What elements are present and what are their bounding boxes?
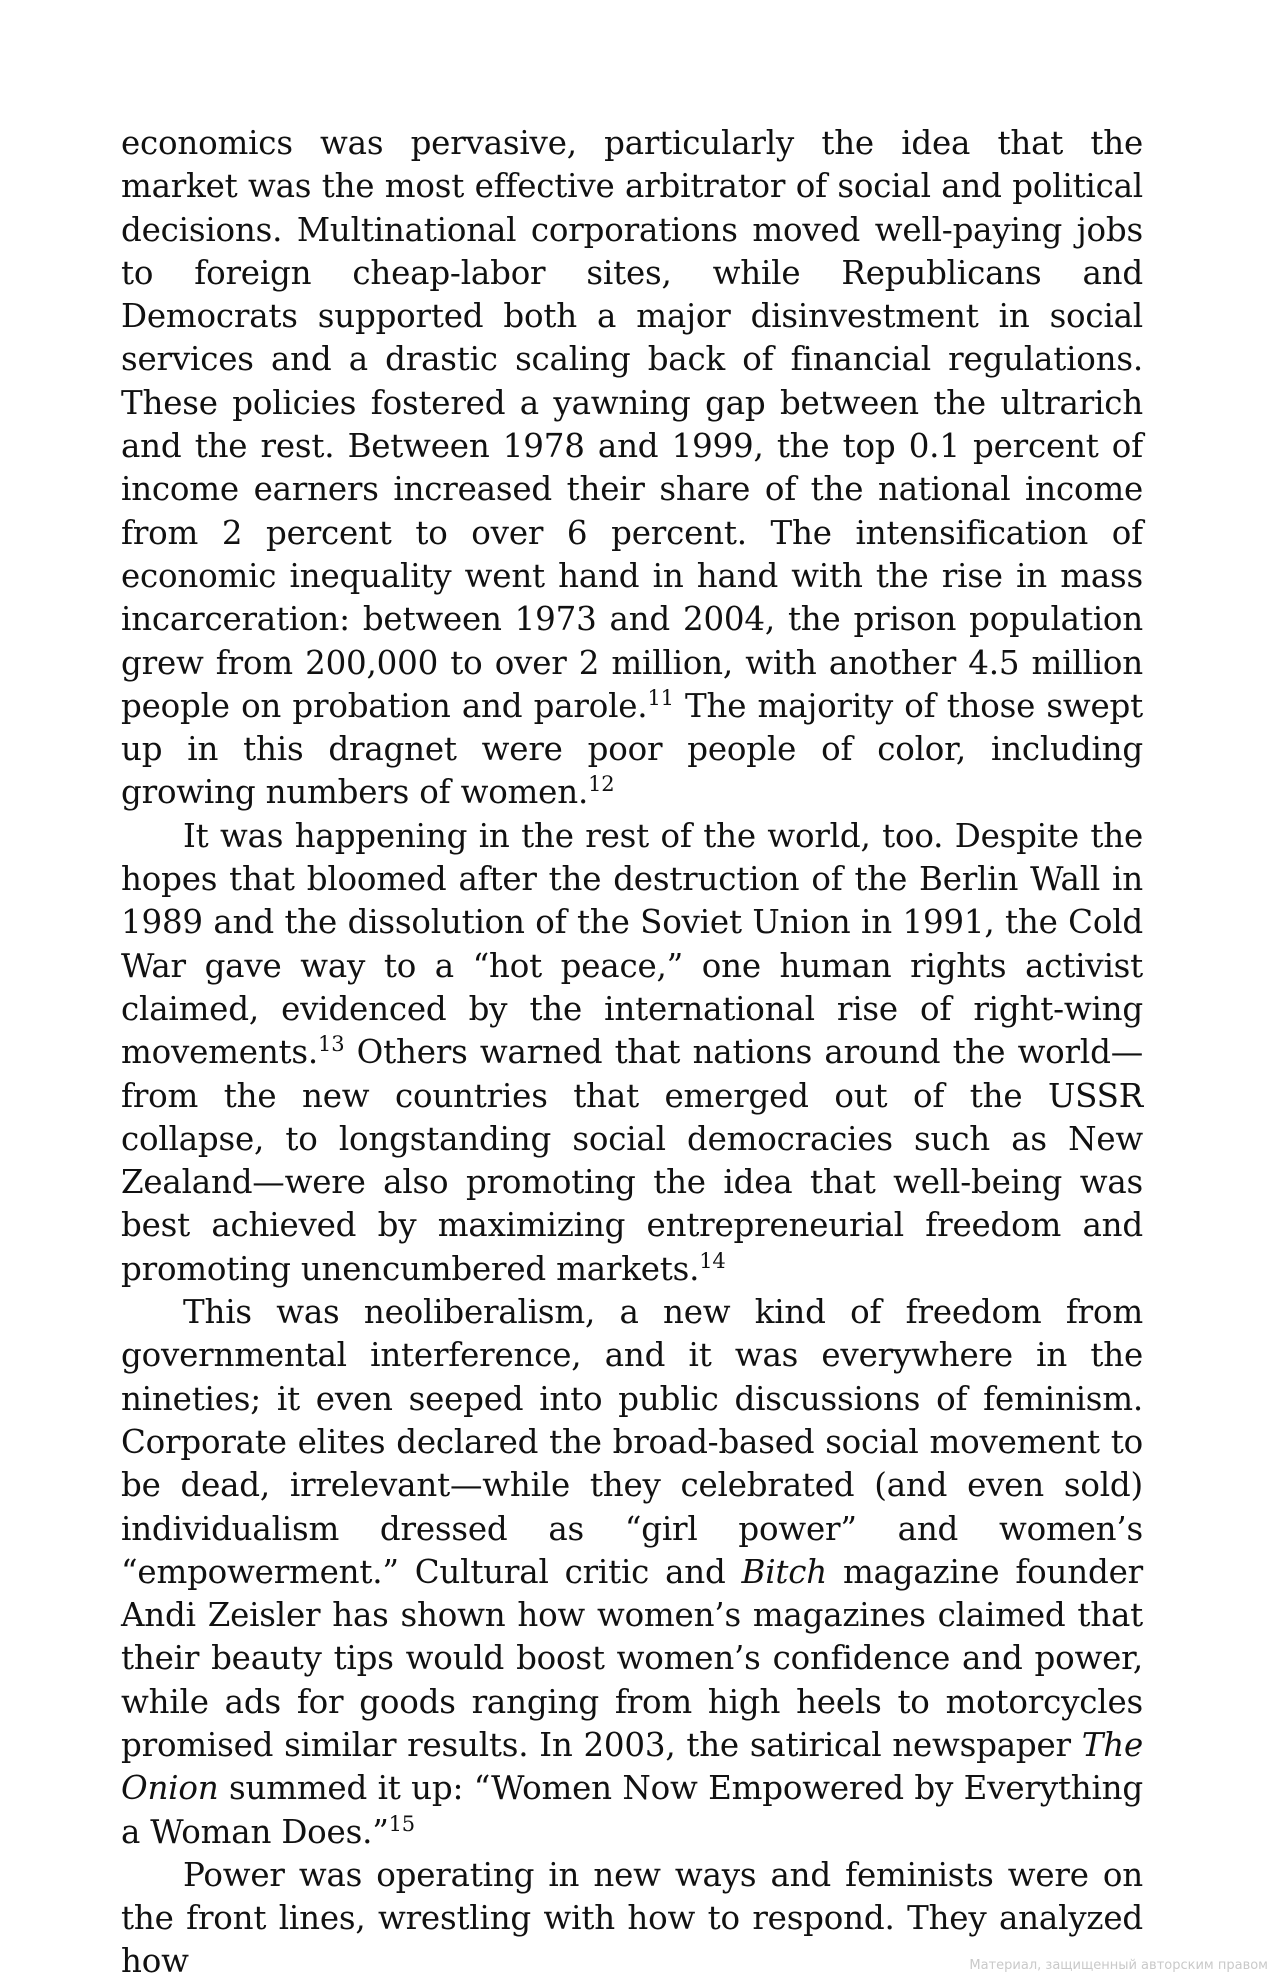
footnote-ref-12: 12 — [588, 772, 615, 797]
italic-title-bitch: Bitch — [741, 1552, 828, 1591]
paragraph-1 — [121, 122, 1143, 815]
page-body — [121, 122, 1143, 1984]
footnote-ref-13: 13 — [318, 1032, 345, 1057]
text-run: Others warned that nations around the world—from the new countries that emerged out of the USSR collapse, to longstanding social democracies such as New Zealand—were also promoting the idea that well-being was best achieved by maximizing entrepreneurial freedom and promoting unencumbered markets. — [121, 1033, 1143, 1288]
italic-title-the-onion: The Onion — [121, 1725, 1143, 1808]
paragraph-3 — [121, 1291, 1143, 1854]
text-run: summed it up: “Women Now Empowered by Everything a Woman Does.” — [121, 1769, 1143, 1851]
text-run: The majority of those swept up in this dragnet were poor people of color, including growing numbers of women. — [121, 686, 1143, 812]
footnote-ref-15: 15 — [388, 1811, 415, 1836]
text-run: This was neoliberalism, a new kind of freedom from governmental interference, and it was everywhere in the nineties; it even seeped into public discussions of feminism. Corporate elites declared the broad-based social movement to be dead, irrelevant—while they celebrated (and even sold) individualism dressed as “girl power” and women’s “empowerment.” Cultural critic and — [121, 1293, 1143, 1591]
footnote-ref-14: 14 — [699, 1248, 726, 1273]
footnote-ref-11: 11 — [647, 685, 674, 710]
text-run: economics was pervasive, particularly the idea that the market was the most effective arbitrator of social and political decisions. Multinational corporations moved well-paying jobs to foreign cheap-labor sites, while Republicans and Democrats supported both a major disinvestment in social services and a drastic scaling back of financial regulations. These policies fostered a yawning gap between the ultrarich and the rest. Between 1978 and 1999, the top 0.1 percent of income earners increased their share of the national income from 2 percent to over 6 percent. The intensification of economic inequality went hand in hand with the rise in mass incarceration: between 1973 and 2004, the prison population grew from 200,000 to over 2 million, with another 4.5 million people on probation and parole. — [121, 124, 1143, 725]
copyright-watermark: Материал, защищенный авторским правом — [969, 1958, 1268, 1973]
text-run: Power was operating in new ways and feminists were on the front lines, wrestling with how to respond. They analyzed how — [121, 1855, 1143, 1981]
paragraph-2 — [121, 815, 1143, 1291]
text-run: It was happening in the rest of the world, too. Despite the hopes that bloomed after the destruction of the Berlin Wall in 1989 and the dissolution of the Soviet Union in 1991, the Cold War gave way to a “hot peace,” one human rights activist claimed, evidenced by the international rise of right-wing movements. — [121, 816, 1143, 1072]
text-run: magazine founder Andi Zeisler has shown how women’s magazines claimed that their beauty tips would boost women’s confidence and power, while ads for goods ranging from high heels to motorcycles promised similar results. In 2003, the satirical newspaper — [121, 1552, 1143, 1764]
